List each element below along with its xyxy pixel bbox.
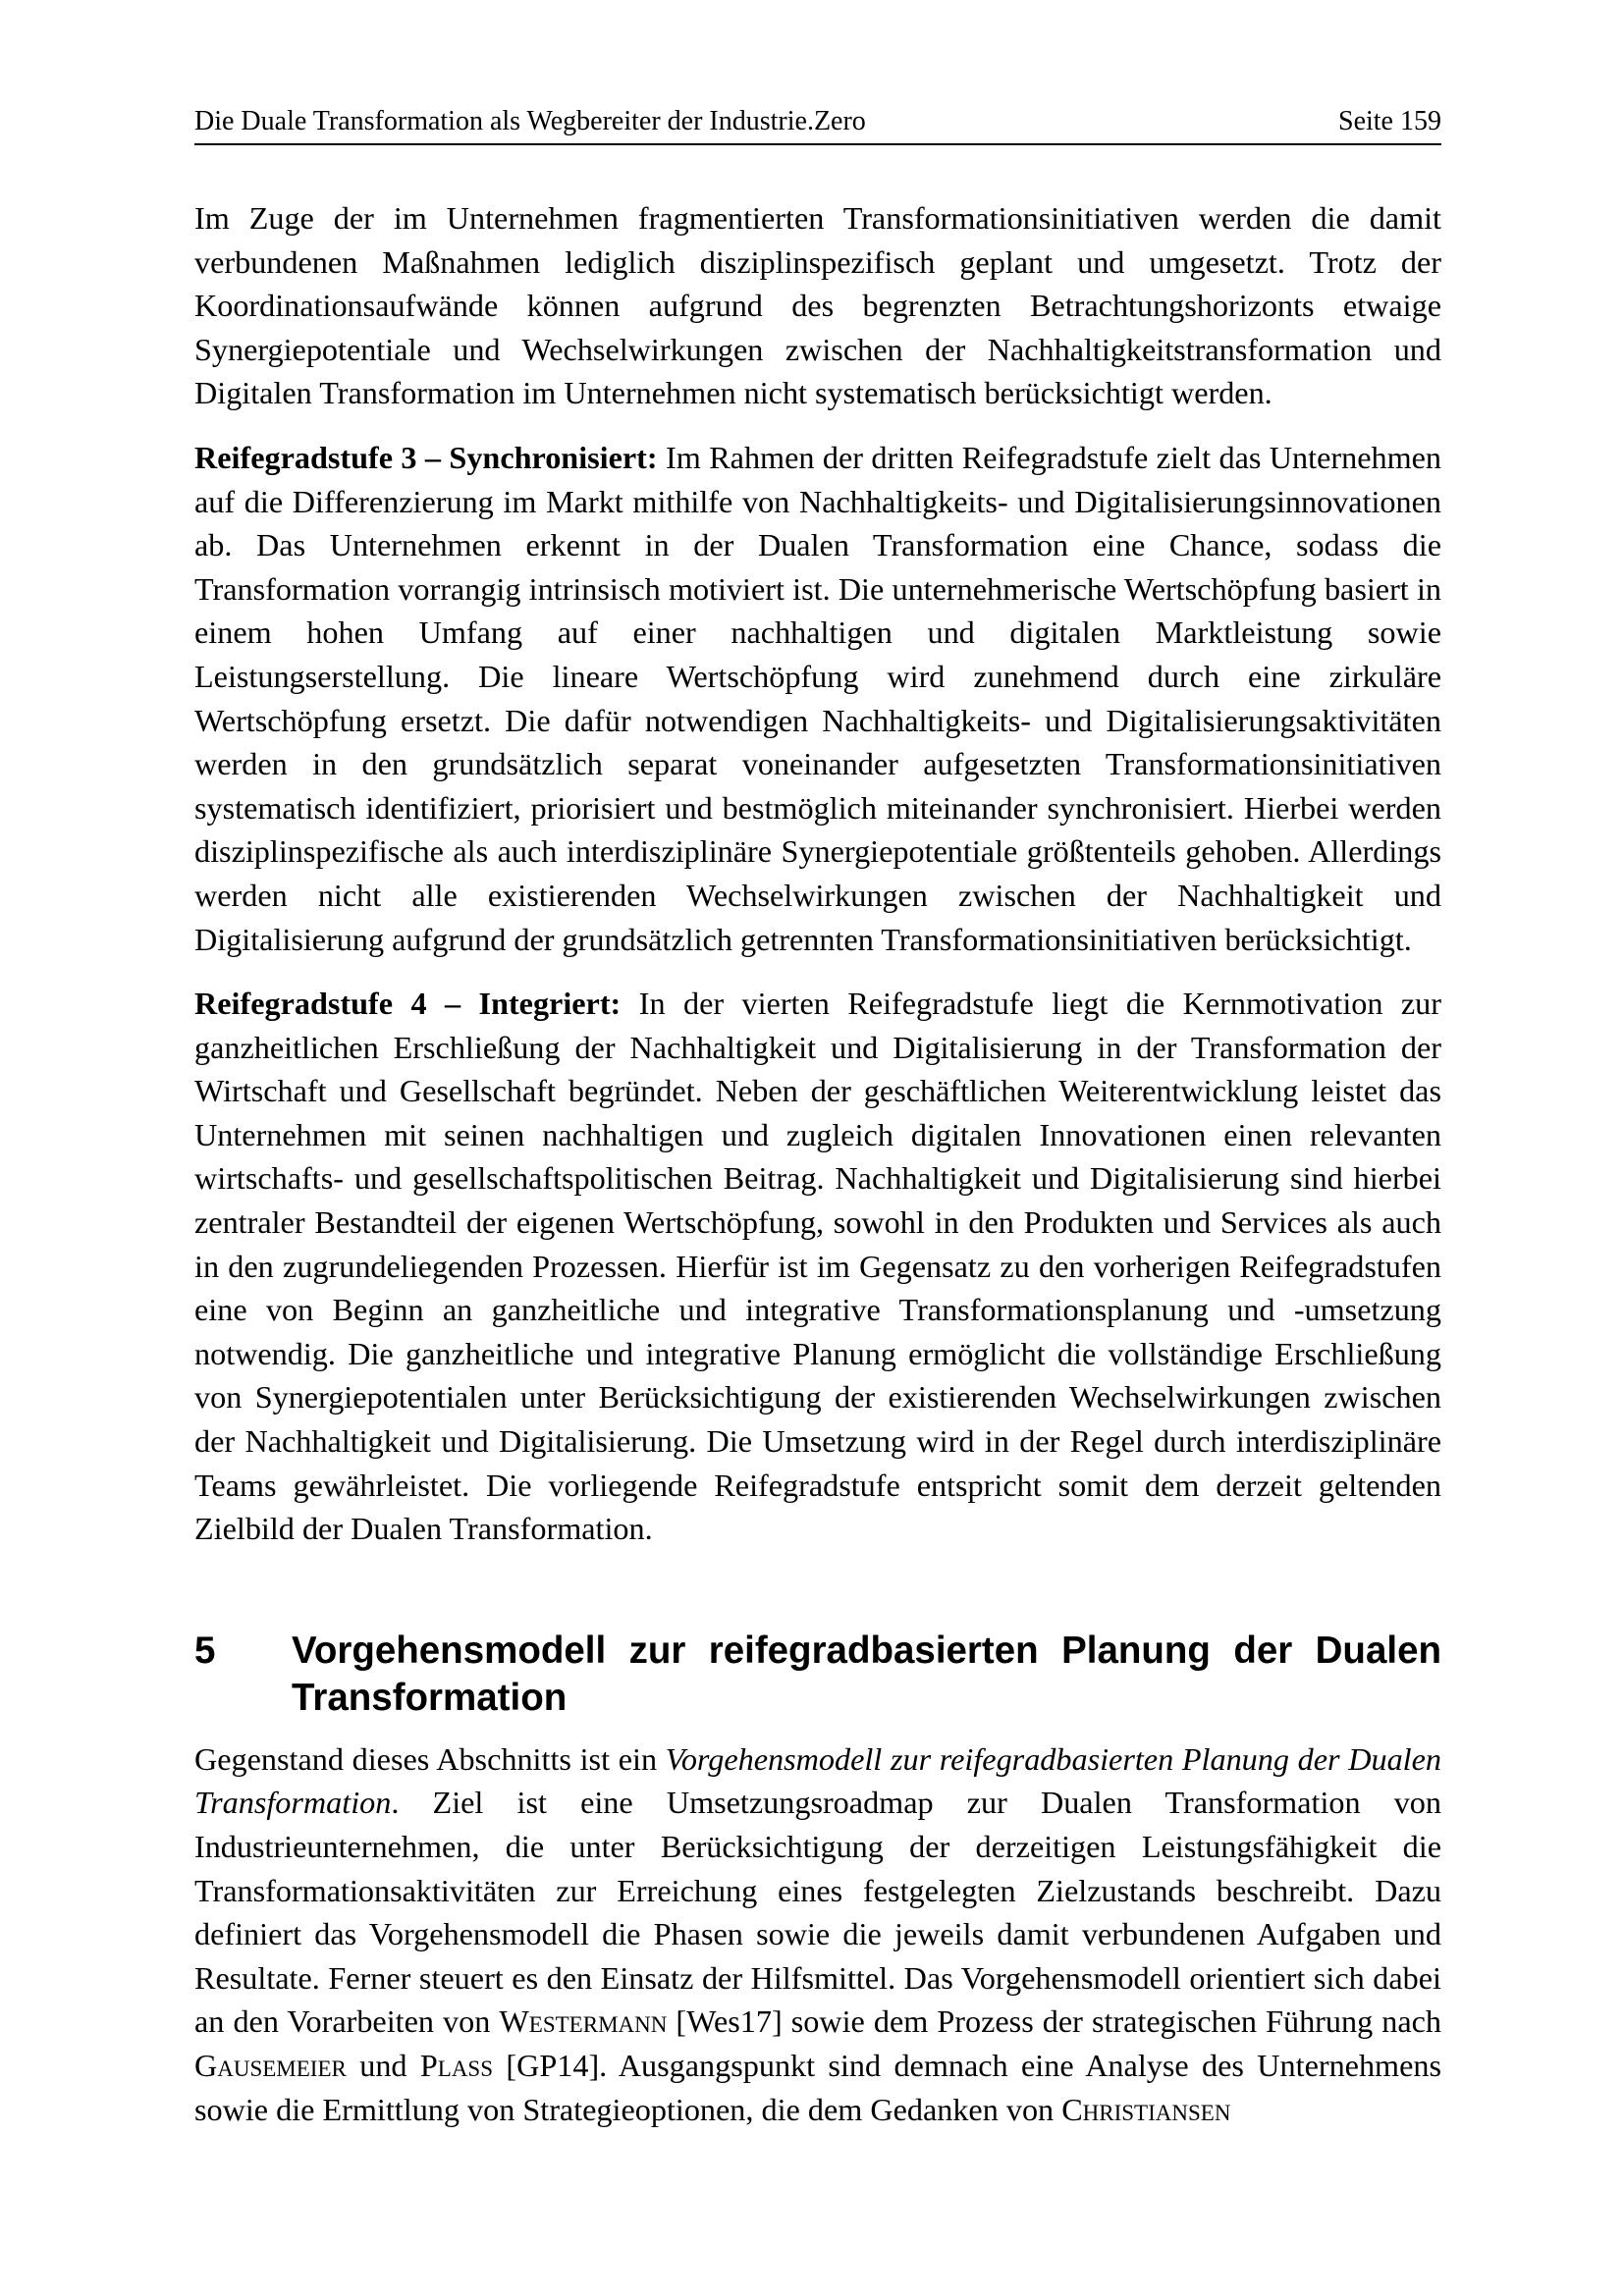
maturity-level-4-text: In der vierten Reifegradstufe liegt die Kernmotivation zur ganzheitlichen Erschließung der Nachhaltigkeit und Digitalisierung in der Transformation der Wirtschaft und Gesellschaft begründet. Neben der geschäftlichen Weiterentwicklung leistet das Unternehmen mit seinen nachhaltigen und zugleich digitalen Innovationen einen relevanten wirtschafts- und gesellschaftspolitischen Beitrag. Nachhaltigkeit und Digitalisierung sind hierbei zentraler Bestandteil der eigenen Wertschöpfung, sowohl in den Produkten und Services als auch in den zugrundeliegenden Prozessen. Hierfür ist im Gegensatz zu den vorherigen Reifegradstufen eine von Beginn an ganzheitliche und integrative Transformationsplanung und -umsetzung notwendig. Die ganzheitliche und integrative Planung ermöglicht die vollständige Erschließung von Synergiepotentialen unter Berücksichtigung der existierenden Wechselwirkungen zwischen der Nachhaltigkeit und Digitalisierung. Die Umsetzung wird in der Regel durch interdisziplinäre Teams gewährleistet. Die vorliegende Reifegradstufe entspricht somit dem derzeit geltenden Zielbild der Dualen Transformation.	[194, 986, 1441, 1547]
intro-text-1: Gegenstand dieses Abschnitts ist ein	[194, 1740, 666, 1777]
intro-text-3: [Wes17] sowie dem Prozess der strategischen Führung nach	[667, 2003, 1441, 2040]
paragraph-fragmented-initiatives: Im Zuge der im Unternehmen fragmentierten Transformationsinitiativen werden die damit verbundenen Maßnahmen lediglich disziplinspezifisch geplant und umgesetzt. Trotz der Koordinationsaufwände können aufgrund des begrenzten Betrachtungshorizonts etwaige Synergiepotentiale und Wechselwirkungen zwischen der Nachhaltigkeitstransformation und Digitalen Transformation im Unternehmen nicht systematisch berücksichtigt werden.	[194, 200, 1441, 411]
author-westermann: Westermann	[499, 2003, 668, 2040]
paragraph-section-intro	[194, 1737, 1441, 2131]
maturity-level-3-text: Im Rahmen der dritten Reifegradstufe zielt das Unternehmen auf die Differenzierung im Markt mithilfe von Nachhaltigkeits- und Digitalisierungsinnovationen ab. Das Unternehmen erkennt in der Dualen Transformation eine Chance, sodass die Transformation vorrangig intrinsisch motiviert ist. Die unternehmerische Wertschöpfung basiert in einem hohen Umfang auf einer nachhaltigen und digitalen Marktleistung sowie Leistungserstellung. Die lineare Wertschöpfung wird zunehmend durch eine zirkuläre Wertschöpfung ersetzt. Die dafür notwendigen Nachhaltigkeits- und Digitalisierungsaktivitäten werden in den grundsätzlich separat voneinander aufgesetzten Transformationsinitiativen systematisch identifiziert, priorisiert und bestmöglich miteinander synchronisiert. Hierbei werden disziplinspezifische als auch interdisziplinäre Synergiepotentiale größtenteils gehoben. Allerdings werden nicht alle existierenden Wechselwirkungen zwischen der Nachhaltigkeit und Digitalisierung aufgrund der grundsätzlich getrennten Transformationsinitiativen berücksichtigt.	[194, 439, 1441, 957]
paragraph-maturity-level-4	[194, 982, 1441, 1551]
model-name-italic: Vorgehensmodell zur reifegradbasierten Planung der Dualen Transformation	[194, 1740, 1441, 1821]
author-plass: Plass	[419, 2047, 494, 2083]
section-heading	[194, 1628, 1441, 1722]
author-christiansen: Christiansen	[1061, 2091, 1231, 2127]
page-number: Seite 159	[1338, 106, 1441, 136]
section-number: 5	[194, 1629, 216, 1672]
running-title: Die Duale Transformation als Wegbereiter der Industrie.Zero	[194, 106, 866, 136]
maturity-level-3-label: Reifegradstufe 3 – Synchronisiert:	[194, 439, 658, 475]
document-page	[194, 106, 1441, 2131]
section-title: Vorgehensmodell zur reifegradbasierten Planung der Dualen Transformation	[292, 1629, 1441, 1719]
intro-text-2: . Ziel ist eine Umsetzungsroadmap zur Dualen Transformation von Industrieunternehmen, die unter Berücksichtigung der derzeitigen Leistungsfähigkeit die Transformationsaktivitäten zur Erreichung eines festgelegten Zielzustands beschreibt. Dazu definiert das Vorgehensmodell die Phasen sowie die jeweils damit verbundenen Aufgaben und Resultate. Ferner steuert es den Einsatz der Hilfsmittel. Das Vorgehensmodell orientiert sich dabei an den Vorarbeiten von	[194, 1785, 1441, 2040]
page-header	[194, 106, 1441, 145]
author-gausemeier: Gausemeier	[194, 2047, 347, 2083]
intro-text-4: und	[346, 2047, 420, 2083]
paragraph-maturity-level-3	[194, 436, 1441, 961]
maturity-level-4-label: Reifegradstufe 4 – Integriert:	[194, 986, 622, 1022]
intro-text-5: [GP14]. Ausgangspunkt sind demnach eine Analyse des Unternehmens sowie die Ermittlung von Strategieoptionen, die dem Gedanken von	[194, 2047, 1441, 2127]
